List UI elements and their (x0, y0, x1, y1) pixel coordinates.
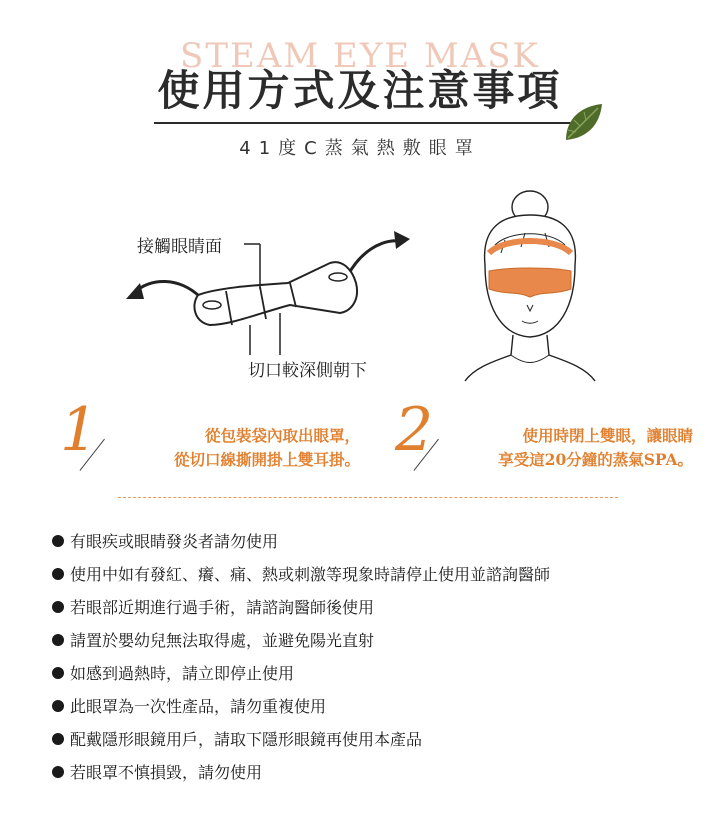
dashed-divider (118, 497, 618, 498)
bullet-icon (52, 667, 64, 679)
bullet-icon (52, 568, 64, 580)
caution-item: 使用中如有發紅、癢、痛、熱或刺激等現象時請停止使用並諮詢醫師 (52, 557, 550, 590)
bullet-icon (52, 766, 64, 778)
background-english-title: STEAM EYE MASK (180, 36, 540, 76)
leaf-icon (560, 100, 606, 146)
cut-side-label: 切口較深側朝下 (248, 361, 367, 381)
step-2-line-2: 享受這20分鐘的蒸氣SPA。 (498, 450, 693, 469)
bullet-icon (52, 634, 64, 646)
face-with-mask-illustration (455, 185, 605, 385)
caution-item: 此眼罩為一次性產品，請勿重複使用 (52, 689, 550, 722)
caution-item: 若眼部近期進行過手術，請諮詢醫師後使用 (52, 590, 550, 623)
bullet-icon (52, 601, 64, 613)
step-1-text (110, 424, 360, 472)
step-2-text (445, 424, 693, 472)
caution-item: 有眼疾或眼睛發炎者請勿使用 (52, 524, 550, 557)
caution-item: 配戴隱形眼鏡用戶，請取下隱形眼鏡再使用本產品 (52, 722, 550, 755)
bullet-icon (52, 535, 64, 547)
title-underline (154, 122, 576, 124)
contact-side-label: 接觸眼睛面 (137, 237, 222, 257)
step-1-line-2: 從切口線撕開掛上雙耳掛。 (173, 450, 360, 469)
caution-list (52, 524, 550, 788)
page-subtitle: 41度C蒸氣熱敷眼罩 (239, 138, 481, 159)
step-1-number: 1 (60, 395, 99, 465)
caution-item: 若眼罩不慎損毀，請勿使用 (52, 755, 550, 788)
caution-item: 如感到過熱時，請立即停止使用 (52, 656, 550, 689)
step-2-number: 2 (395, 395, 434, 465)
caution-item: 請置於嬰幼兒無法取得處，並避免陽光直射 (52, 623, 550, 656)
bullet-icon (52, 733, 64, 745)
page-title: 使用方式及注意事項 (157, 66, 563, 115)
step-1-line-1: 從包裝袋內取出眼罩， (204, 426, 360, 445)
bullet-icon (52, 700, 64, 712)
step-2-line-1: 使用時閉上雙眼，讓眼睛 (522, 426, 693, 445)
